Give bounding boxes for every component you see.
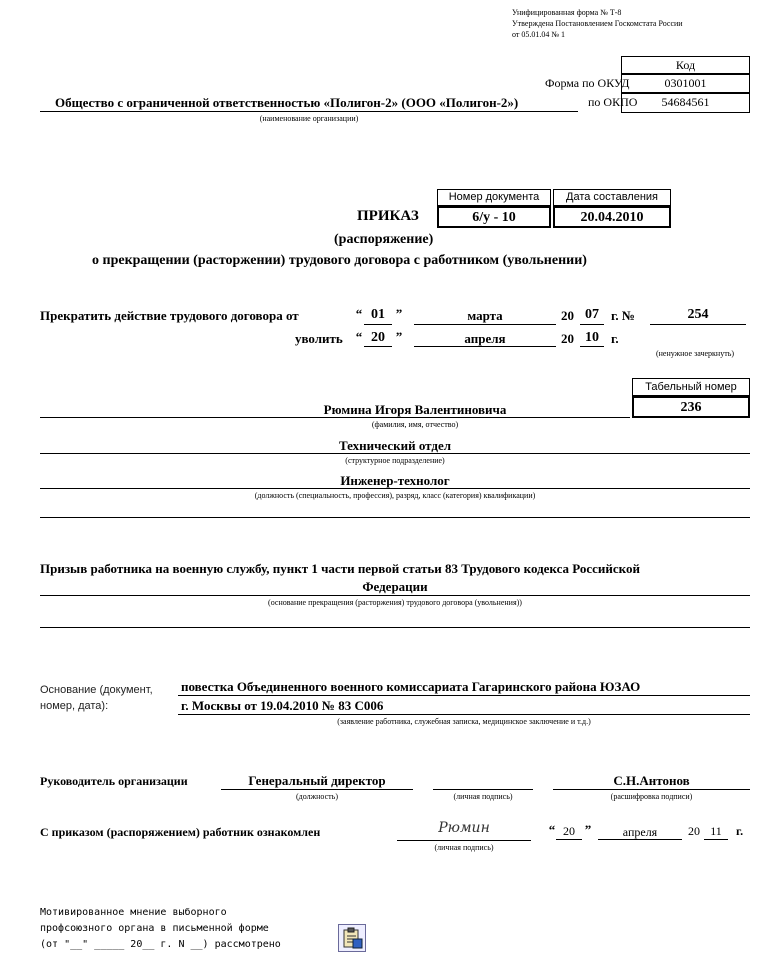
reason-line1: Призыв работника на военную службу, пункт 1 части первой статьи 83 Трудового кодекса Российской — [40, 561, 640, 576]
quote-close: ” — [395, 306, 403, 321]
head-position: Генеральный директор — [248, 773, 386, 788]
dismiss-month: апреля — [464, 331, 506, 346]
quote-open: “ — [548, 822, 556, 837]
clipboard-icon[interactable] — [338, 924, 366, 952]
order-subtitle: (распоряжение) — [334, 232, 434, 247]
order-description: о прекращении (расторжении) трудового договора с работником (увольнении) — [92, 253, 587, 268]
okpo-value: 54684561 — [621, 93, 750, 113]
codes-title: Код — [621, 56, 750, 74]
dismiss-year-prefix: 20 — [561, 331, 574, 346]
terminate-month: марта — [467, 308, 503, 323]
organization-name: Общество с ограниченной ответственностью «Полигон-2» (ООО «Полигон-2») — [55, 95, 519, 110]
head-signature-caption: (личная подпись) — [453, 792, 513, 801]
okud-value: 0301001 — [621, 74, 750, 93]
form-header-line1: Унифицированная форма № Т-8 — [512, 8, 622, 17]
employee-name-caption: (фамилия, имя, отчество) — [371, 420, 459, 429]
quote-close: ” — [584, 822, 592, 837]
basis-label-line2: номер, дата): — [40, 700, 109, 712]
reason-caption: (основание прекращения (расторжения) трудового договора (увольнения)) — [268, 598, 522, 607]
doc-date-value: 20.04.2010 — [553, 206, 671, 228]
terminate-year-prefix: 20 — [561, 308, 574, 323]
basis-label-line1: Основание (документ, — [40, 684, 153, 696]
head-position-caption: (должность) — [296, 792, 338, 801]
employee-name: Рюмина Игоря Валентиновича — [323, 402, 507, 417]
department: Технический отдел — [338, 438, 452, 453]
acquainted-g: г. — [736, 824, 744, 838]
doc-number-value: 6/у - 10 — [437, 206, 551, 228]
basis-text-line2: г. Москвы от 19.04.2010 № 83 С006 — [181, 698, 384, 713]
acquainted-day: 20 — [563, 824, 575, 838]
doc-number-header: Номер документа — [437, 189, 551, 206]
footer-line3: (от "__" _____ 20__ г. N __) рассмотрено — [40, 939, 281, 950]
order-title: ПРИКАЗ — [357, 208, 419, 224]
quote-open: “ — [355, 329, 363, 344]
terminate-g-no: г. № — [611, 308, 636, 323]
quote-close: ” — [395, 329, 403, 344]
head-name: С.Н.Антонов — [613, 773, 690, 788]
position: Инженер-технолог — [340, 473, 450, 488]
head-label: Руководитель организации — [40, 774, 188, 788]
basis-caption: (заявление работника, служебная записка, медицинское заключение и т.д.) — [337, 717, 591, 726]
acquainted-month: апреля — [622, 825, 658, 839]
quote-open: “ — [355, 306, 363, 321]
footer-line2: профсоюзного органа в письменной форме — [40, 923, 269, 934]
dismiss-label: уволить — [295, 331, 343, 346]
terminate-label: Прекратить действие трудового договора от — [40, 308, 299, 323]
form-header-line3: от 05.01.04 № 1 — [512, 30, 566, 39]
dismiss-day: 20 — [371, 330, 385, 345]
position-caption: (должность (специальность, профессия), разряд, класс (категория) квалификации) — [254, 491, 536, 500]
strike-caption: (ненужное зачеркнуть) — [655, 349, 735, 358]
head-name-caption: (расшифровка подписи) — [610, 792, 693, 801]
dismiss-year: 10 — [585, 330, 599, 345]
acquainted-year: 11 — [710, 824, 722, 838]
tab-number-value: 236 — [632, 396, 750, 418]
reason-line2: Федерации — [362, 579, 428, 594]
department-caption: (структурное подразделение) — [345, 456, 445, 465]
footer-line1: Мотивированное мнение выборного — [40, 907, 227, 918]
form-header-line2: Утверждена Постановлением Госкомстата России — [512, 19, 683, 28]
acquainted-label: С приказом (распоряжением) работник ознакомлен — [40, 825, 321, 839]
employee-signature: Рюмин — [438, 820, 490, 836]
head-signature-line — [433, 789, 533, 790]
contract-number: 254 — [687, 307, 709, 322]
basis-text-line1: повестка Объединенного военного комиссариата Гагаринского района ЮЗАО — [181, 679, 641, 694]
organization-caption: (наименование организации) — [259, 114, 359, 123]
clipboard-icon-glyph — [339, 925, 365, 951]
acquainted-year-prefix: 20 — [688, 824, 700, 838]
terminate-year: 07 — [585, 307, 599, 322]
doc-date-header: Дата составления — [553, 189, 671, 206]
okpo-label: по ОКПО — [588, 95, 638, 109]
terminate-day: 01 — [371, 307, 385, 322]
tab-number-header: Табельный номер — [632, 378, 750, 396]
employee-signature-caption: (личная подпись) — [434, 843, 494, 852]
okud-label: Форма по ОКУД — [545, 76, 630, 90]
dismiss-g: г. — [611, 331, 619, 346]
